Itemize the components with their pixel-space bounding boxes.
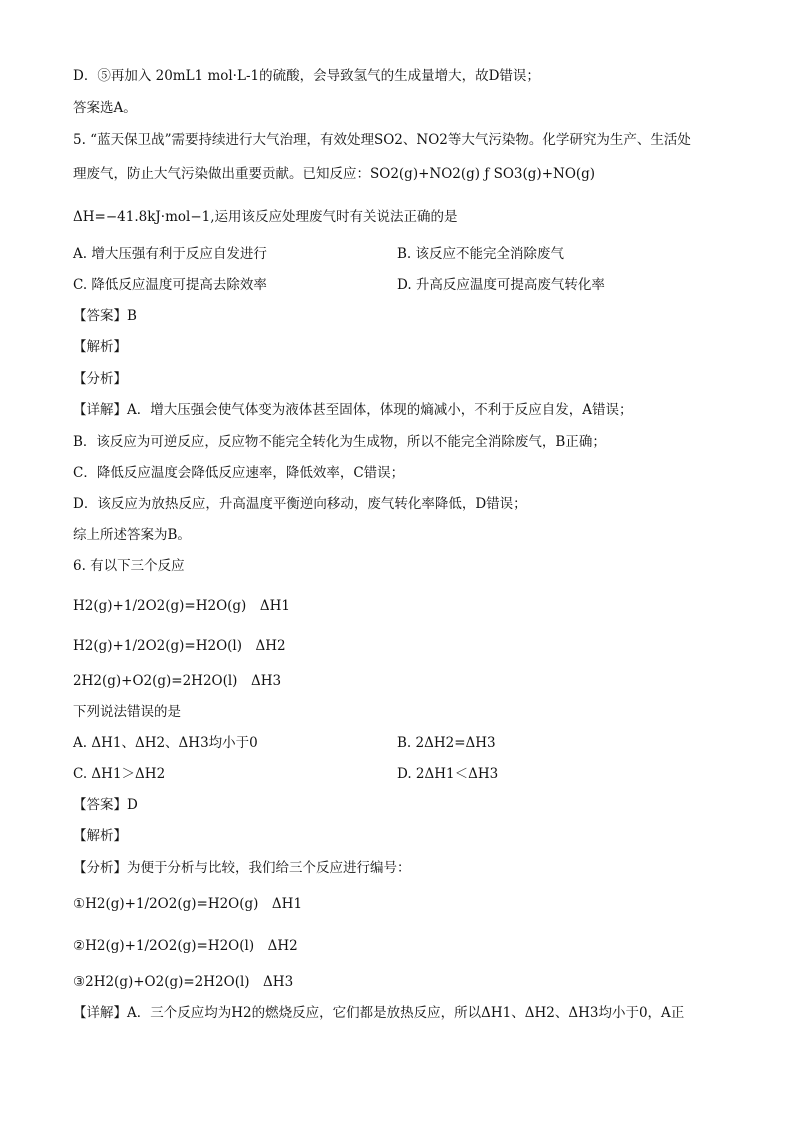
prev-answer-line: 答案选A。 [73,100,137,116]
q5-option-a: A. 增大压强有利于反应自发进行 [73,246,267,262]
q5-option-b: B. 该反应不能完全消除废气 [397,246,565,262]
q5-stem-line-2: 理废气，防止大气污染做出重要贡献。已知反应：SO2(g)+NO2(g) ƒ SO3(g)+NO(g) [73,166,596,182]
q5-detail-d: D．该反应为放热反应，升高温度平衡逆向移动，废气转化率降低，D错误； [73,496,527,512]
q5-jiexi-heading: 【解析】 [73,339,127,355]
q5-answer: 【答案】B [73,308,137,324]
q6-numbered-reaction-2: ②H2(g)+1/2O2(g)=H2O(l) ΔH2 [73,938,298,954]
q6-numbered-reaction-3: ③2H2(g)+O2(g)=2H2O(l) ΔH3 [73,974,294,990]
q5-fenxi-heading: 【分析】 [73,371,127,387]
q5-option-c: C. 降低反应温度可提高去除效率 [73,277,267,293]
q6-jiexi-heading: 【解析】 [73,828,127,844]
q6-option-a: A. ΔH1、ΔH2、ΔH3均小于0 [73,735,258,751]
q6-numbered-reaction-1: ①H2(g)+1/2O2(g)=H2O(g) ΔH1 [73,896,303,912]
q6-reaction-1: H2(g)+1/2O2(g)=H2O(g) ΔH1 [73,598,290,614]
q5-summary: 综上所述答案为B。 [73,527,191,543]
q6-option-d: D. 2ΔH1＜ΔH3 [397,766,499,782]
q5-detail-b: B．该反应为可逆反应，反应物不能完全转化为生成物，所以不能完全消除废气，B正确； [73,434,606,450]
q6-option-c: C. ΔH1＞ΔH2 [73,766,166,782]
q6-option-b: B. 2ΔH2=ΔH3 [397,735,496,751]
q6-title: 6. 有以下三个反应 [73,558,185,574]
q6-reaction-3: 2H2(g)+O2(g)=2H2O(l) ΔH3 [73,673,282,689]
q5-option-d: D. 升高反应温度可提高废气转化率 [397,277,605,293]
q6-reaction-2: H2(g)+1/2O2(g)=H2O(l) ΔH2 [73,638,286,654]
q5-detail-a: 【详解】A．增大压强会使气体变为液体甚至固体，体现的熵减小，不利于反应自发，A错误； [73,402,633,418]
q6-answer: 【答案】D [73,797,138,813]
q6-detail-a: 【详解】A．三个反应均为H2的燃烧反应，它们都是放热反应，所以ΔH1、ΔH2、ΔH3均小于0，A正 [73,1005,685,1021]
prev-option-d-line: D．⑤再加入 20mL1 mol·L-1的硫酸，会导致氢气的生成量增大，故D错误； [73,68,540,84]
q5-stem-line-3: ΔH=−41.8kJ·mol−1,运用该反应处理废气时有关说法正确的是 [73,209,458,225]
q5-stem-line-1: 5. “蓝天保卫战”需要持续进行大气治理，有效处理SO2、NO2等大气污染物。化学研究为生产、生活处 [73,132,691,148]
q5-detail-c: C．降低反应温度会降低反应速率，降低效率，C错误； [73,465,405,481]
q6-question: 下列说法错误的是 [73,704,181,720]
q6-fenxi-line: 【分析】为便于分析与比较，我们给三个反应进行编号： [73,860,411,876]
